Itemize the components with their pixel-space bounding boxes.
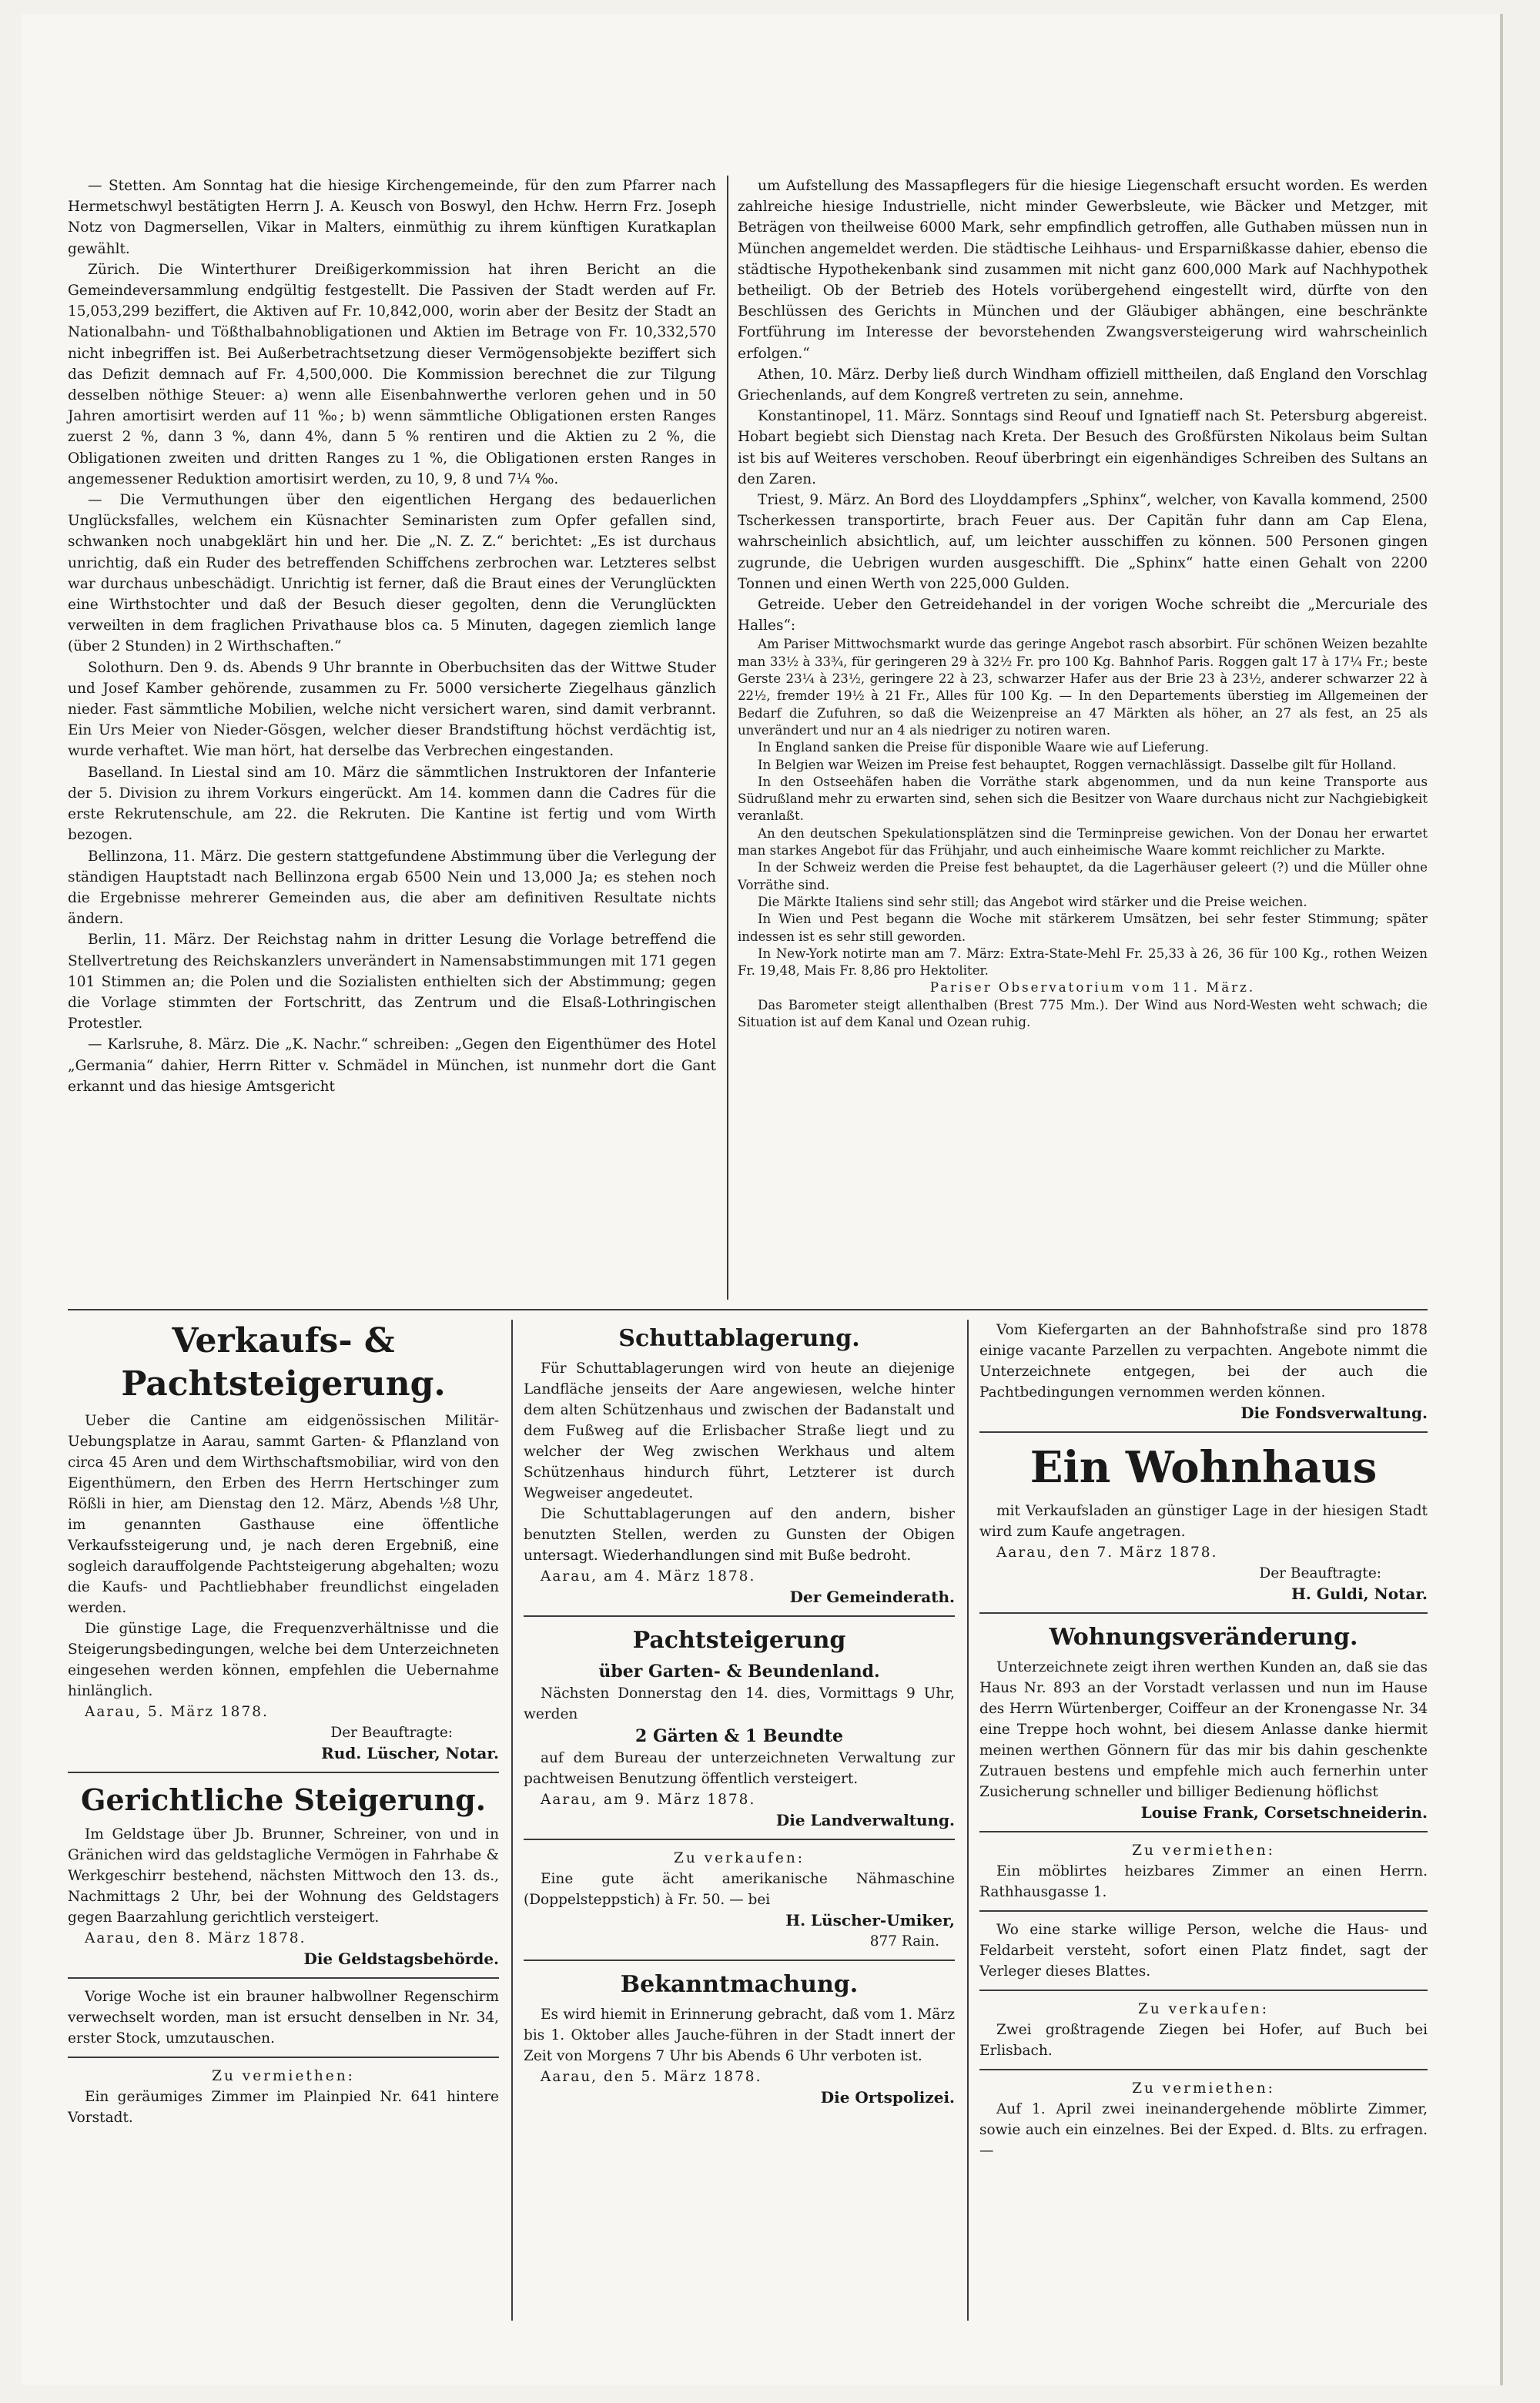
ad-pacht-text2: auf dem Bureau der unterzeichneten Verwaltung zur pachtweisen Benutzung öffentlich versteigert. (524, 1750, 955, 1787)
article-kuesnacht: — Die Vermuthungen über den eigentlichen Hergang des bedauerlichen Unglücksfalles, welchem ein Küsnachter Seminaristen zum Opfer gefallen sind, schwanken noch unabgeklärt hin und her. Die „N. Z. Z.“ berichtet: „Es ist durchaus unrichtig, daß ein Ruder des betreffenden Schiffchens zerbrochen war. Letzteres selbst war durchaus unbeschädigt. Unrichtig ist ferner, daß die Braut eines der Verunglückten eine Wirthstochter und daß der Besuch dieser gegolten, denn die Verunglückten verweilten in dem fraglichen Privathause blos ca. 5 Minuten, dagegen ziemlich lange (über 2 Stunden) in 2 Wirthschaften.“ (68, 492, 716, 655)
getreide-newyork: In New-York notirte man am 7. März: Extra-State-Mehl Fr. 25,33 à 26, 36 für 100 Kg., rothen Weizen Fr. 19,48, Mais Fr. 8,86 pro Hektoliter. (738, 945, 1428, 979)
ad-naehmaschine-addr: 877 Rain. (869, 1933, 939, 1950)
ad-zimmer-head: Zu vermiethen: (1132, 2080, 1275, 2097)
ad-schutt-title: Schuttablagerung. (618, 1325, 860, 1352)
ad-verkauf-sign: Rud. Lüscher, Notar. (321, 1744, 499, 1762)
ad-schutt-place: Aarau, am 4. März 1878. (541, 1568, 756, 1585)
ad-vermieten-left (68, 2066, 499, 2128)
article-baselland: Baselland. In Liestal sind am 10. März die sämmtlichen Instruktoren der Infanterie der 5. Division zu ihrem Vorkurs eingerückt. Am 14. kommen dann die Cadres für die erste Rekrutenschule, am 22. die Rekruten. Die Kantine ist fertig und vom Wirth bezogen. (68, 764, 716, 844)
ad-naehmaschine-sign: H. Lüscher-Umiker, (785, 1911, 955, 1929)
ad-pacht-text: Nächsten Donnerstag den 14. dies, Vormittags 9 Uhr, werden (524, 1685, 955, 1722)
ad-kiefer-sign: Die Fondsverwaltung. (1240, 1404, 1428, 1422)
ad-divider-1 (511, 1320, 513, 2321)
ad-separator (68, 1772, 499, 1773)
ad-vermieten-text: Ein geräumiges Zimmer im Plainpied Nr. 641 hintere Vorstadt. (68, 2089, 499, 2126)
ad-bekannt-title: Bekanntmachung. (620, 1971, 859, 1998)
column-divider (727, 176, 728, 1300)
ad-wohnung-sign: Louise Frank, Corsetschneiderin. (1140, 1803, 1428, 1822)
ad-separator (68, 2057, 499, 2058)
article-athen: Athen, 10. März. Derby ließ durch Windham offiziell mittheilen, daß England den Vorschlag Griechenlands, auf dem Kongreß vertreten zu sein, annehme. (738, 366, 1428, 404)
ad-verkauf-text: Ueber die Cantine am eidgenössischen Militär-Uebungsplatze in Aarau, sammt Garten- & Pflanzland von circa 45 Aren und dem Wirthschaftsmobiliar, wird von den Eigenthümern, den Erben des Herrn Hertschinger zum Rößli in hier, am Dienstag den 12. März, Abends ½8 Uhr, im genannten Gasthause eine öffentliche Verkaufssteigerung und, je nach deren Ergebniß, eine sogleich darauffolgende Pachtsteigerung abgehalten; wozu die Kaufs- und Pachtliebhaber freundlichst eingeladen werden. (68, 1413, 499, 1616)
observatorium-heading: Pariser Observatorium vom 11. März. (929, 980, 1256, 996)
ad-pacht-sub: über Garten- & Beundenland. (598, 1662, 880, 1682)
ad-divider-2 (967, 1320, 969, 2321)
ads-column-right (979, 1320, 1428, 2169)
ad-naehmaschine (524, 1848, 955, 1952)
ad-separator (979, 1990, 1428, 1991)
ad-wohnhaus-title: Ein Wohnhaus (1029, 1442, 1378, 1493)
ad-wohnhaus (979, 1441, 1428, 1605)
article-solothurn: Solothurn. Den 9. ds. Abends 9 Uhr brannte in Oberbuchsiten das der Wittwe Studer und Josef Kamber gehörende, zusammen zu Fr. 5000 versicherte Ziegelhaus gänzlich nieder. Fast sämmtliche Mobilien, welche nicht versichert waren, sind damit verbrannt. Ein Urs Meier von Nieder-Gösgen, welcher dieser Brandstiftung höchst verdächtig ist, wurde verhaftet. Wie man hört, hat derselbe das Verbrechen eingestanden. (68, 659, 716, 760)
article-triest: Triest, 9. März. An Bord des Lloyddampfers „Sphinx“, welcher, von Kavalla kommend, 2500 Tscherkessen transportirte, brach Feuer aus. Der Capitän fuhr dann am Cap Elena, wahrscheinlich absichtlich, auf, um leichter ausschiffen zu können. 500 Personen gingen zugrunde, die Uebrigen wurden ausgeschifft. Die „Sphinx“ hatte einen Gehalt von 2200 Tonnen und einen Werth von 225,000 Gulden. (738, 492, 1428, 592)
ad-wohnhaus-text: mit Verkaufsladen an günstiger Lage in der hiesigen Stadt wird zum Kaufe angetragen. (979, 1503, 1428, 1540)
ad-bekannt (524, 1969, 955, 2108)
observatorium-text: Das Barometer steigt allenthalben (Brest 775 Mm.). Der Wind aus Nord-Westen weht schwach; die Situation ist auf dem Kanal und Ozean ruhig. (738, 997, 1428, 1029)
ad-ziegen-text: Zwei großtragende Ziegen bei Hofer, auf Buch bei Erlisbach. (979, 2022, 1428, 2059)
ad-gericht-title: Gerichtliche Steigerung. (81, 1782, 486, 1817)
news-column-left (68, 176, 716, 1097)
article-konstantinopel: Konstantinopel, 11. März. Sonntags sind Reouf und Ignatieff nach St. Petersburg abgereist. Hobart begiebt sich Dienstag nach Kreta. Der Besuch des Großfürsten Nikolaus beim Sultan ist bis auf Weiteres verschoben. Reouf überbringt ein eigenhändiges Schreiben des Sultans an den Zaren. (738, 408, 1428, 487)
ad-separator (979, 1431, 1428, 1433)
ad-ziegen (979, 1999, 1428, 2061)
ad-separator (524, 1960, 955, 1961)
getreide-schweiz: In der Schweiz werden die Preise fest behauptet, da die Lagerhäuser geleert (?) und die Müller ohne Vorräthe sind. (738, 860, 1428, 892)
ad-wohnung-text: Unterzeichnete zeigt ihren werthen Kunden an, daß sie das Haus Nr. 893 an der Vorstadt verlassen und nun im Hause des Herrn Würtenberger, Coiffeur an der Kronengasse Nr. 34 eine Treppe hoch wohnt, bei diesem Anlasse danke hiermit meinen werthen Gönnern für das mir bis dahin geschenkte Zutrauen bestens und empfehle mich auch fernerhin unter Zusicherung schneller und billiger Bedienung höflichst (979, 1659, 1428, 1800)
section-divider (68, 1309, 1428, 1310)
getreide-deutschland: An den deutschen Spekulationsplätzen sind die Terminpreise gewichen. Von der Donau her erwartet man starkes Angebot für das Frühjahr, und auch einheimische Waare kommt reichlicher zu Markte. (738, 825, 1428, 858)
getreide-wien: In Wien und Pest begann die Woche mit stärkerem Umsätzen, bei sehr fester Stimmung; später indessen ist es sehr still geworden. (738, 912, 1428, 944)
ad-pacht-place: Aarau, am 9. März 1878. (541, 1792, 756, 1808)
article-karlsruhe: — Karlsruhe, 8. März. Die „K. Nachr.“ schreiben: „Gegen den Eigenthümer des Hotel „Germania“ dahier, Herrn Ritter v. Schmädel in München, ist nunmehr dort die Gant erkannt und das hiesige Amtsgericht (68, 1036, 716, 1095)
ad-separator (979, 2069, 1428, 2070)
ad-gericht-text: Im Geldstage über Jb. Brunner, Schreiner, von und in Gränichen wird das geldstagliche Vermögen in Fahrhabe & Werkgeschirr bestehend, nächsten Mittwoch den 13. ds., Nachmittags 2 Uhr, bei der Wohnung des Geldstagers gegen Baarzahlung gerichtlich versteigert. (68, 1826, 499, 1926)
article-stetten: — Stetten. Am Sonntag hat die hiesige Kirchengemeinde, für den zum Pfarrer nach Hermetschwyl bestätigten Herrn J. A. Keusch von Boswyl, den Hchw. Herrn Frz. Joseph Notz von Dagmersellen, Vikar in Malters, einmüthig zu ihrem künftigen Kuratkaplan gewählt. (68, 178, 716, 257)
ad-pacht-sign: Die Landverwaltung. (775, 1811, 955, 1829)
ad-schutt-sign: Der Gemeinderath. (789, 1588, 955, 1606)
getreide-paris: Am Pariser Mittwochsmarkt wurde das geringe Angebot rasch absorbirt. Für schönen Weizen bezahlte man 33½ à 33¾, für geringeren 29 à 32½ Fr. pro 100 Kg. Bahnhof Paris. Roggen galt 17 à 17¼ Fr.; beste Gerste 23¼ à 23½, geringere 22 à 23, schwarzer Hafer aus der Brie 23 à 23½, anderer schwarzer 22 à 22½, fremder 19½ à 21 Fr., Alles für 100 Kg. — In den Departements überstieg im Allgemeinen der Bedarf die Zufuhren, so daß die Weizenpreise an 47 Märkten als höher, an 27 als fest, an 25 als unverändert und nur an 4 als niedriger zu notiren waren. (738, 637, 1428, 738)
ad-wohnung (979, 1622, 1428, 1823)
ad-verkauf-role: Der Beauftragte: (330, 1725, 453, 1741)
ad-gericht (68, 1781, 499, 1970)
article-getreide: Getreide. Ueber den Getreidehandel in der vorigen Woche schreibt die „Mercuriale des Halles“: (738, 597, 1428, 634)
ad-separator (979, 1612, 1428, 1614)
ad-verkauf-title: Verkaufs- & Pachtsteigerung. (121, 1321, 446, 1404)
ad-pacht-center: 2 Gärten & 1 Beundte (634, 1726, 844, 1746)
ad-separator (68, 1977, 499, 1979)
article-berlin: Berlin, 11. März. Der Reichstag nahm in dritter Lesung die Vorlage betreffend die Stellvertretung des Reichskanzlers unverändert in Namensabstimmungen mit 171 gegen 101 Stimmen an; die Polen und die Sozialisten enthielten sich der Abstimmung; gegen die Vorlage stimmten der Fortschritt, das Zentrum und die Elsaß-Lothringischen Protestler. (68, 932, 716, 1032)
ad-verkauf-text2: Die günstige Lage, die Frequenzverhältnisse und die Steigerungsbedingungen, welche bei dem Unterzeichneten eingesehen werden können, empfehlen die Uebernahme hinlänglich. (68, 1621, 499, 1699)
getreide-italien: Die Märkte Italiens sind sehr still; das Angebot wird stärker und die Preise weichen. (758, 894, 1307, 909)
ad-pacht-title: Pachtsteigerung (632, 1627, 846, 1654)
ad-kiefer-text: Vom Kiefergarten an der Bahnhofstraße sind pro 1878 einige vacante Parzellen zu verpachten. Angebote nimmt die Unterzeichnete entgegen, bei der auch die Pachtbedingungen vernommen werden können. (979, 1322, 1428, 1401)
ad-zimmer (979, 2078, 1428, 2161)
ad-regenschirm (68, 1986, 499, 2049)
ad-wohnhaus-sign: H. Guldi, Notar. (1291, 1585, 1428, 1603)
ad-vermieten-head: Zu vermiethen: (1132, 1842, 1275, 1859)
ad-naehmaschine-head: Zu verkaufen: (674, 1850, 805, 1866)
ad-bekannt-sign: Die Ortspolizei. (820, 2088, 955, 2107)
getreide-belgien: In Belgien war Weizen im Preise fest behauptet, Roggen vernachlässigt. Dasselbe gilt für Holland. (758, 757, 1397, 772)
ad-schutt-text: Für Schuttablagerungen wird von heute an diejenige Landfläche jenseits der Aare angewiesen, welche hinter dem alten Schützenhaus und zwischen der Badanstalt und dem Fußweg auf die Erlisbacher Straße liegt und zu welcher der Weg zwischen Werkhaus und altem Schützenhaus hindurch führt, Letzterer ist durch Wegweiser angedeutet. (524, 1360, 955, 1501)
ad-verkauf (68, 1320, 499, 1764)
getreide-england: In England sanken die Preise für disponible Waare wie auf Lieferung. (758, 740, 1209, 755)
ad-wohnhaus-role: Der Beauftragte: (1259, 1565, 1381, 1581)
ad-ziegen-head: Zu verkaufen: (1138, 2001, 1269, 2017)
ad-gericht-place: Aarau, den 8. März 1878. (85, 1930, 306, 1946)
ad-wohnhaus-place: Aarau, den 7. März 1878. (996, 1545, 1218, 1561)
advertisements (68, 1320, 1428, 2336)
ad-separator (979, 1910, 1428, 1912)
ad-verkauf-place: Aarau, 5. März 1878. (85, 1704, 269, 1720)
article-bellinzona: Bellinzona, 11. März. Die gestern stattgefundene Abstimmung über die Verlegung der ständigen Hauptstadt nach Bellinzona ergab 6500 Nein und 13,000 Ja; es stehen noch die Ergebnisse mehrerer Gemeinden aus, die aber am definitiven Resultate nichts ändern. (68, 848, 716, 928)
ad-bekannt-text: Es wird hiemit in Erinnerung gebracht, daß vom 1. März bis 1. Oktober alles Jauche-führen in der Stadt innert der Zeit von Morgens 7 Uhr bis Abends 6 Uhr verboten ist. (524, 2006, 955, 2064)
ads-column-middle (524, 1320, 955, 2116)
news-section (68, 176, 1428, 1300)
getreide-ostsee: In den Ostseehäfen haben die Vorräthe stark abgenommen, und da nun keine Transporte aus Südrußland mehr zu erwarten sind, sehen sich die Besitzer von Waare durchaus nicht zur Nachgiebigkeit veranlaßt. (738, 774, 1428, 824)
ad-person-text: Wo eine starke willige Person, welche die Haus- und Feldarbeit versteht, sofort einen Platz findet, sagt der Verleger dieses Blattes. (979, 1922, 1428, 1980)
ad-wohnung-title: Wohnungsveränderung. (1049, 1624, 1358, 1651)
ad-regenschirm-text: Vorige Woche ist ein brauner halbwollner Regenschirm verwechselt worden, man ist ersucht denselben in Nr. 34, erster Stock, umzutauschen. (68, 1989, 499, 2047)
newspaper-page (22, 14, 1500, 2385)
ad-naehmaschine-text: Eine gute ächt amerikanische Nähmaschine (Doppelsteppstich) à Fr. 50. — bei (524, 1871, 955, 1908)
ad-gericht-sign: Die Geldstagsbehörde. (303, 1950, 499, 1968)
ads-column-left (68, 1320, 499, 2136)
ad-vermieten-head: Zu vermiethen: (212, 2068, 355, 2084)
ad-vermieten-text: Ein möblirtes heizbares Zimmer an einen Herrn. Rathhausgasse 1. (979, 1863, 1428, 1900)
ad-vermieten-right (979, 1840, 1428, 1903)
ad-person (979, 1919, 1428, 1982)
article-zuerich: Zürich. Die Winterthurer Dreißigerkommission hat ihren Bericht an die Gemeindeversammlung endgültig festgestellt. Die Passiven der Stadt werden auf Fr. 15,053,299 beziffert, die Aktiven auf Fr. 10,842,000, worin aber der Besitz der Stadt an Nationalbahn- und Tößthalbahnobligationen und Aktien im Betrage von Fr. 10,332,570 nicht inbegriffen ist. Bei Außerbetrachtsetzung dieser Vermögensobjekte beziffert sich das Defizit demnach auf Fr. 4,500,000. Die Kommission berechnet die zur Tilgung desselben nöthige Steuer: a) wenn alle Eisenbahnwerthe verloren gehen und in 50 Jahren amortisirt werden auf 11 ‰; b) wenn sämmtliche Obligationen ersten Ranges zuerst 2 %, dann 3 %, dann 4%, dann 5 % rentiren und die Aktien zu 2 %, die Obligationen zweiten und dritten Ranges zu 1 %, die Obligationen ersten Ranges in angemessener Reduktion amortisirt werden, zu 10, 9, 8 und 7¼ ‰. (68, 261, 716, 487)
news-column-right (738, 176, 1428, 1031)
ad-separator (979, 1831, 1428, 1832)
ad-separator (524, 1839, 955, 1840)
ad-zimmer-text: Auf 1. April zwei ineinandergehende möblirte Zimmer, sowie auch ein einzelnes. Bei der Exped. d. Blts. zu erfragen. — (979, 2101, 1428, 2159)
ad-pacht (524, 1625, 955, 1831)
ad-schutt-text2: Die Schuttablagerungen auf den andern, bisher benutzten Stellen, werden zu Gunsten der Obigen untersagt. Wiederhandlungen sind mit Buße bedroht. (524, 1506, 955, 1564)
article-karlsruhe-cont: um Aufstellung des Massapflegers für die hiesige Liegenschaft ersucht worden. Es werden zahlreiche hiesige Industrielle, nicht minder Gewerbsleute, wie Bäcker und Metzger, mit Beträgen von theilweise 6000 Mark, sehr empfindlich getroffen, alle Guthaben müssen nun in München angemeldet werden. Die städtische Leihhaus- und Ersparnißkasse dahier, ebenso die städtische Hypothekenbank sind zusammen mit nicht ganz 600,000 Mark auf Nachhypothek betheiligt. Ob der Betrieb des Hotels vorübergehend eingestellt wird, dürfte von den Beschlüssen des Gerichts in München und der Gläubiger abhängen, eine beschränkte Fortführung im Interesse der bevorstehenden Zwangsversteigerung wird wahrscheinlich erfolgen.“ (738, 178, 1428, 362)
ad-separator (524, 1615, 955, 1617)
ad-kiefergarten (979, 1320, 1428, 1424)
ad-schutt (524, 1323, 955, 1608)
ad-bekannt-place: Aarau, den 5. März 1878. (541, 2069, 762, 2085)
